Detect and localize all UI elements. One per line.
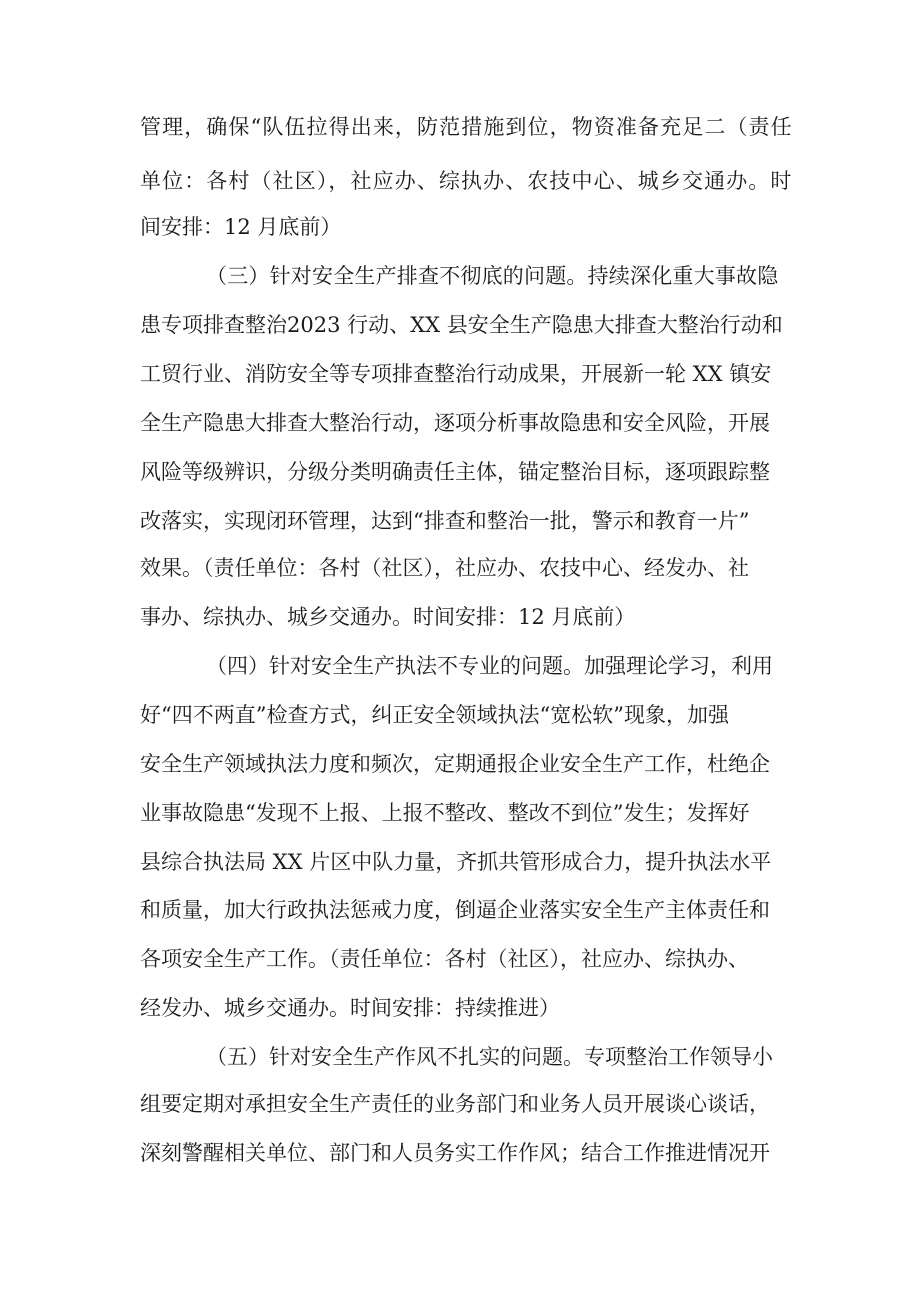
text-line: 安全生产领域执法力度和频次，定期通报企业安全生产工作，杜绝企 xyxy=(140,752,770,776)
text-line: 组要定期对承担安全生产责任的业务部门和业务人员开展谈心谈话， xyxy=(140,1092,770,1116)
section-three-heading-line: （三）针对安全生产排查不彻底的问题。持续深化重大事故隐 xyxy=(206,264,779,288)
text-line: 单位：各村（社区），社应办、综执办、农技中心、城乡交通办。时 xyxy=(140,169,793,193)
text-line: 效果。（责任单位：各村（社区），社应办、农技中心、经发办、社 xyxy=(140,556,749,580)
text-line: 管理，确保“队伍拉得出来，防范措施到位，物资准备充足二（责任 xyxy=(140,115,793,139)
section-five-heading-line: （五）针对安全生产作风不扎实的问题。专项整治工作领导小 xyxy=(206,1045,773,1069)
text-line: 工贸行业、消防安全等专项排查整治行动成果，开展新一轮 XX 镇安 xyxy=(140,362,772,386)
text-line: 各项安全生产工作。（责任单位：各村（社区），社应办、综执办、 xyxy=(140,947,749,971)
text-line: 县综合执法局 XX 片区中队力量，齐抓共管形成合力，提升执法水平 xyxy=(140,850,772,874)
text-line: 间安排：12 月底前） xyxy=(140,215,342,239)
section-four-heading-line: （四）针对安全生产执法不专业的问题。加强理论学习，利用 xyxy=(206,654,773,678)
text-line: 业事故隐患“发现不上报、上报不整改、整改不到位”发生；发挥好 xyxy=(140,801,750,825)
text-line: 好“四不两直”检查方式，纠正安全领域执法“宽松软”现象，加强 xyxy=(140,703,729,727)
text-line: 全生产隐患大排查大整治行动，逐项分析事故隐患和安全风险，开展 xyxy=(140,411,770,435)
text-line: 改落实，实现闭环管理，达到“排查和整治一批，警示和教育一片” xyxy=(140,509,750,533)
text-line: 深刻警醒相关单位、部门和人员务实工作作风；结合工作推进情况开 xyxy=(140,1141,770,1165)
text-line: 事办、综执办、城乡交通办。时间安排：12 月底前） xyxy=(140,605,636,629)
text-line: 患专项排查整治2023 行动、XX 县安全生产隐患大排查大整治行动和 xyxy=(140,313,783,337)
text-line: 和质量，加大行政执法惩戒力度，倒逼企业落实安全生产主体责任和 xyxy=(140,898,770,922)
text-line: 经发办、城乡交通办。时间安排：持续推进） xyxy=(140,996,560,1020)
text-line: 风险等级辨识，分级分类明确责任主体，锚定整治目标，逐项跟踪整 xyxy=(140,460,770,484)
